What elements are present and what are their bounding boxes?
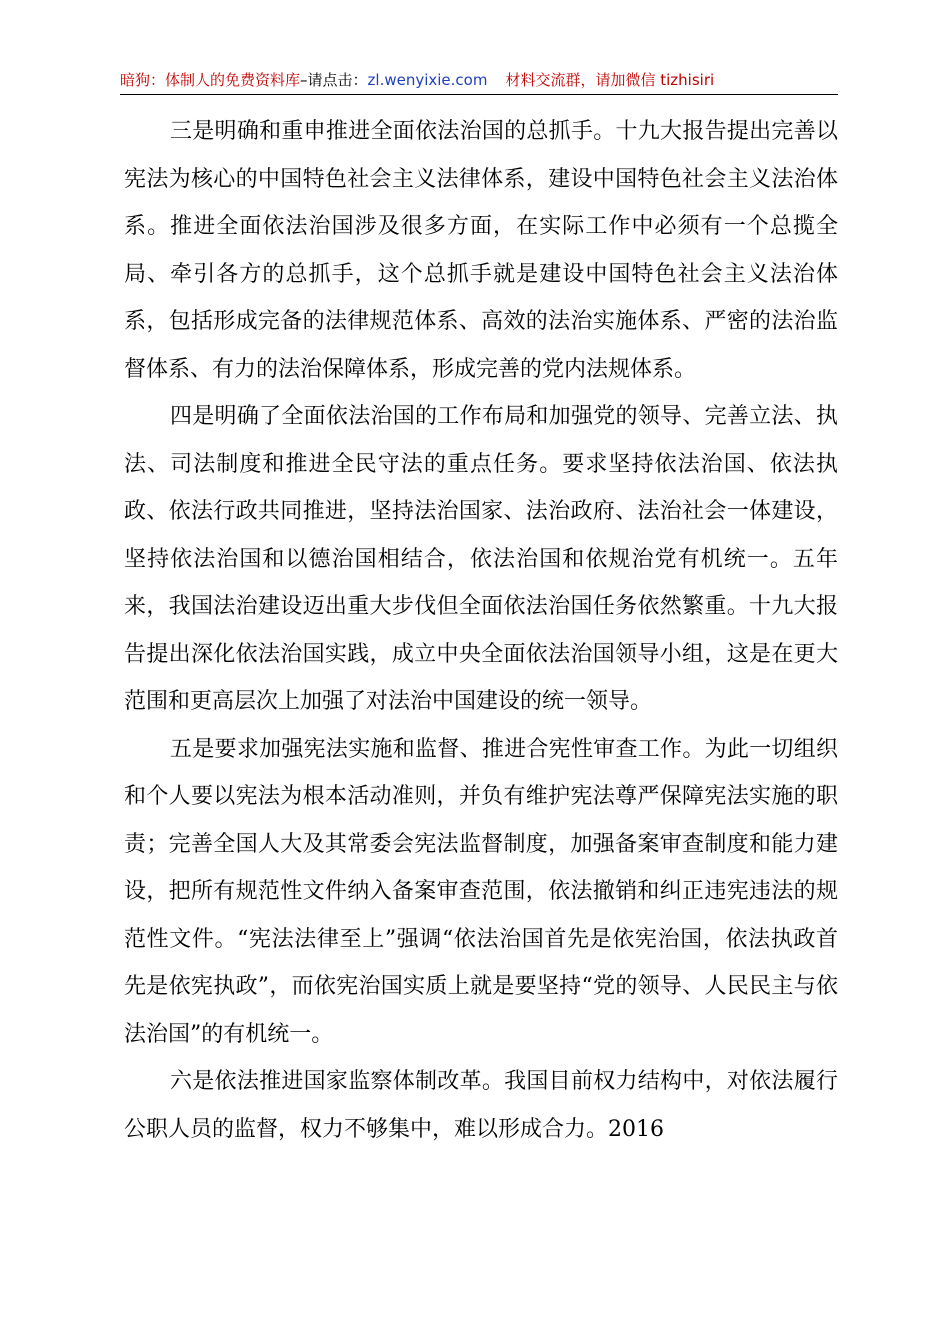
header-click-prefix: –请点击： bbox=[300, 71, 368, 89]
header-link[interactable]: zl.wenyixie.com bbox=[367, 71, 488, 89]
header-contact: 材料交流群，请加微信 tizhisiri bbox=[505, 71, 715, 89]
paragraph-6: 六是依法推进国家监察体制改革。我国目前权力结构中，对依法履行公职人员的监督，权力不够集中，难以形成合力。2016 bbox=[124, 1069, 838, 1142]
paragraph-5: 五是要求加强宪法实施和监督、推进合宪性审查工作。为此一切组织和个人要以宪法为根本活动准则，并负有维护宪法尊严保障宪法实施的职责；完善全国人大及其常委会宪法监督制度，加强备案审查制度和能力建设，把所有规范性文件纳入备案审查范围，依法撤销和纠正违宪违法的规范性文件。“宪法法律至上”强调“依法治国首先是依宪治国，依法执政首先是依宪执政”，而依宪治国实质上就是要坚持“党的领导、人民民主与依法治国”的有机统一。 bbox=[124, 736, 838, 1047]
paragraph-4: 四是明确了全面依法治国的工作布局和加强党的领导、完善立法、执法、司法制度和推进全民守法的重点任务。要求坚持依法治国、依法执政、依法行政共同推进，坚持法治国家、法治政府、法治社会一体建设，坚持依法治国和以德治国相结合，依法治国和依规治党有机统一。五年来，我国法治建设迈出重大步伐但全面依法治国任务依然繁重。十九大报告提出深化依法治国实践，成立中央全面依法治国领导小组，这是在更大范围和更高层次上加强了对法治中国建设的统一领导。 bbox=[124, 404, 838, 714]
page-header bbox=[120, 66, 838, 95]
header-brand: 暗狗：体制人的免费资料库 bbox=[120, 71, 301, 89]
document-body bbox=[124, 108, 838, 1153]
paragraph-3: 三是明确和重申推进全面依法治国的总抓手。十九大报告提出完善以宪法为核心的中国特色社会主义法律体系，建设中国特色社会主义法治体系。推进全面依法治国涉及很多方面，在实际工作中必须有一个总揽全局、牵引各方的总抓手，这个总抓手就是建设中国特色社会主义法治体系，包括形成完备的法律规范体系、高效的法治实施体系、严密的法治监督体系、有力的法治保障体系，形成完善的党内法规体系。 bbox=[124, 119, 838, 382]
